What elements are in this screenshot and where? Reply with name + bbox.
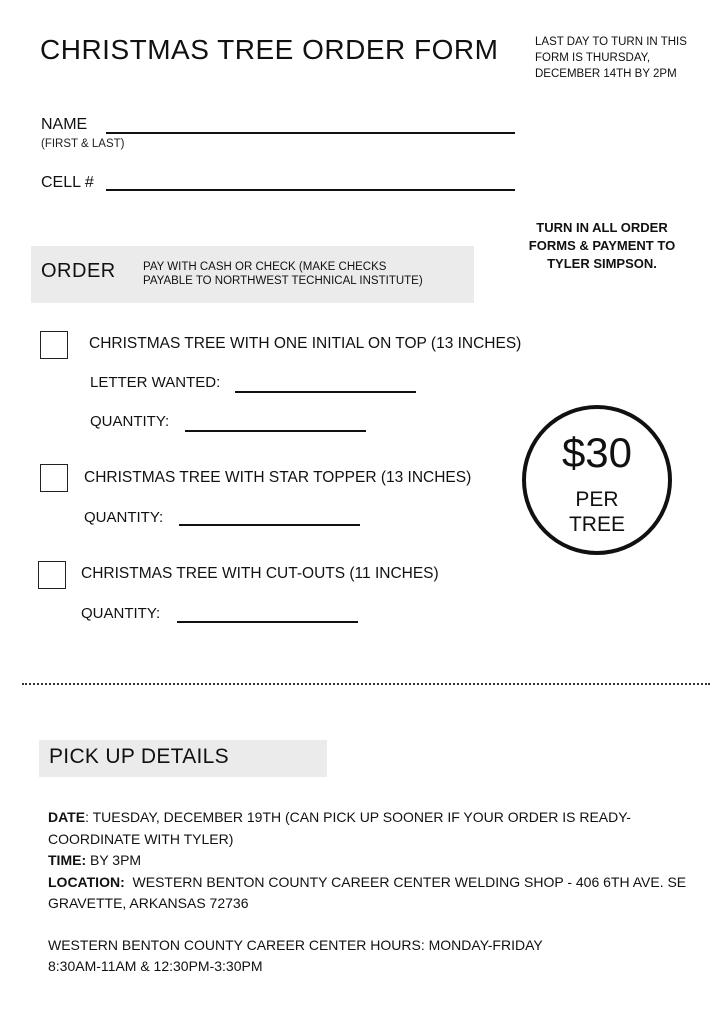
cell-label: CELL # <box>41 174 94 191</box>
pickup-date-key: DATE <box>48 809 86 825</box>
turn-in-line-2: FORMS & PAYMENT TO <box>528 238 676 253</box>
turn-in-line-1: TURN IN ALL ORDER <box>536 220 668 235</box>
star-tree-quantity-label: QUANTITY: <box>84 509 164 526</box>
name-label: NAME <box>41 116 88 133</box>
payment-note-line-2: PAYABLE TO NORTHWEST TECHNICAL INSTITUTE) <box>143 275 423 287</box>
order-section-header <box>31 246 474 303</box>
letter-wanted-field[interactable] <box>235 391 416 393</box>
turn-in-note <box>512 219 692 273</box>
name-field[interactable] <box>106 132 515 134</box>
star-tree-label: CHRISTMAS TREE WITH STAR TOPPER (13 INCHES) <box>84 469 472 486</box>
pickup-location-key: LOCATION: <box>48 873 125 890</box>
payment-note <box>143 260 463 288</box>
deadline-line-3: DECEMBER 14TH BY 2PM <box>535 68 677 80</box>
deadline-line-2: FORM IS THURSDAY, <box>535 52 651 64</box>
initial-tree-quantity-field[interactable] <box>185 430 366 432</box>
initial-tree-checkbox[interactable] <box>40 331 68 359</box>
payment-note-line-1: PAY WITH CASH OR CHECK (MAKE CHECKS <box>143 261 387 273</box>
pickup-title: PICK UP DETAILS <box>49 745 229 768</box>
name-sublabel: (FIRST & LAST) <box>41 138 125 150</box>
turn-in-line-3: TYLER SIMPSON. <box>547 256 657 271</box>
cell-field[interactable] <box>106 189 515 191</box>
pickup-section-header <box>39 740 327 777</box>
initial-tree-quantity-label: QUANTITY: <box>90 413 170 430</box>
cutout-tree-quantity-field[interactable] <box>177 621 358 623</box>
spacer <box>48 915 688 935</box>
star-tree-quantity-field[interactable] <box>179 524 360 526</box>
career-center-hours-line-1: WESTERN BENTON COUNTY CAREER CENTER HOURS: MONDAY-FRIDAY <box>48 936 543 953</box>
pickup-date <box>48 807 688 850</box>
price-badge <box>522 405 672 555</box>
pickup-time-key: TIME: <box>48 852 87 868</box>
pickup-time-value: BY 3PM <box>86 852 142 868</box>
cutout-tree-quantity-label: QUANTITY: <box>81 605 161 622</box>
deadline-line-1: LAST DAY TO TURN IN THIS <box>535 36 687 48</box>
price-per-tree <box>526 487 668 537</box>
order-label: ORDER <box>41 260 116 282</box>
cutout-tree-label: CHRISTMAS TREE WITH CUT-OUTS (11 INCHES) <box>81 565 439 582</box>
pickup-location <box>48 872 691 915</box>
pickup-details <box>48 807 691 978</box>
star-tree-checkbox[interactable] <box>40 464 68 492</box>
cutout-tree-checkbox[interactable] <box>38 561 66 589</box>
price-per-line-1: PER <box>575 488 619 511</box>
cut-line-divider <box>22 683 710 685</box>
deadline-note <box>535 34 715 82</box>
price-amount: $30 <box>561 429 633 476</box>
price-per-line-2: TREE <box>568 513 625 536</box>
career-center-hours-line-2: 8:30AM-11AM & 12:30PM-3:30PM <box>48 958 263 974</box>
initial-tree-label: CHRISTMAS TREE WITH ONE INITIAL ON TOP (13 INCHES) <box>89 335 522 352</box>
pickup-time <box>48 850 688 872</box>
pickup-location-value: WESTERN BENTON COUNTY CAREER CENTER WELDING SHOP - 406 6TH AVE. SE GRAVETTE, ARKANSAS 72736 <box>48 873 691 911</box>
form-title: CHRISTMAS TREE ORDER FORM <box>40 34 499 65</box>
letter-wanted-label: LETTER WANTED: <box>90 374 221 391</box>
pickup-date-value: : TUESDAY, DECEMBER 19TH (CAN PICK UP SOONER IF YOUR ORDER IS READY- COORDINATE WITH TYLER) <box>48 809 631 847</box>
